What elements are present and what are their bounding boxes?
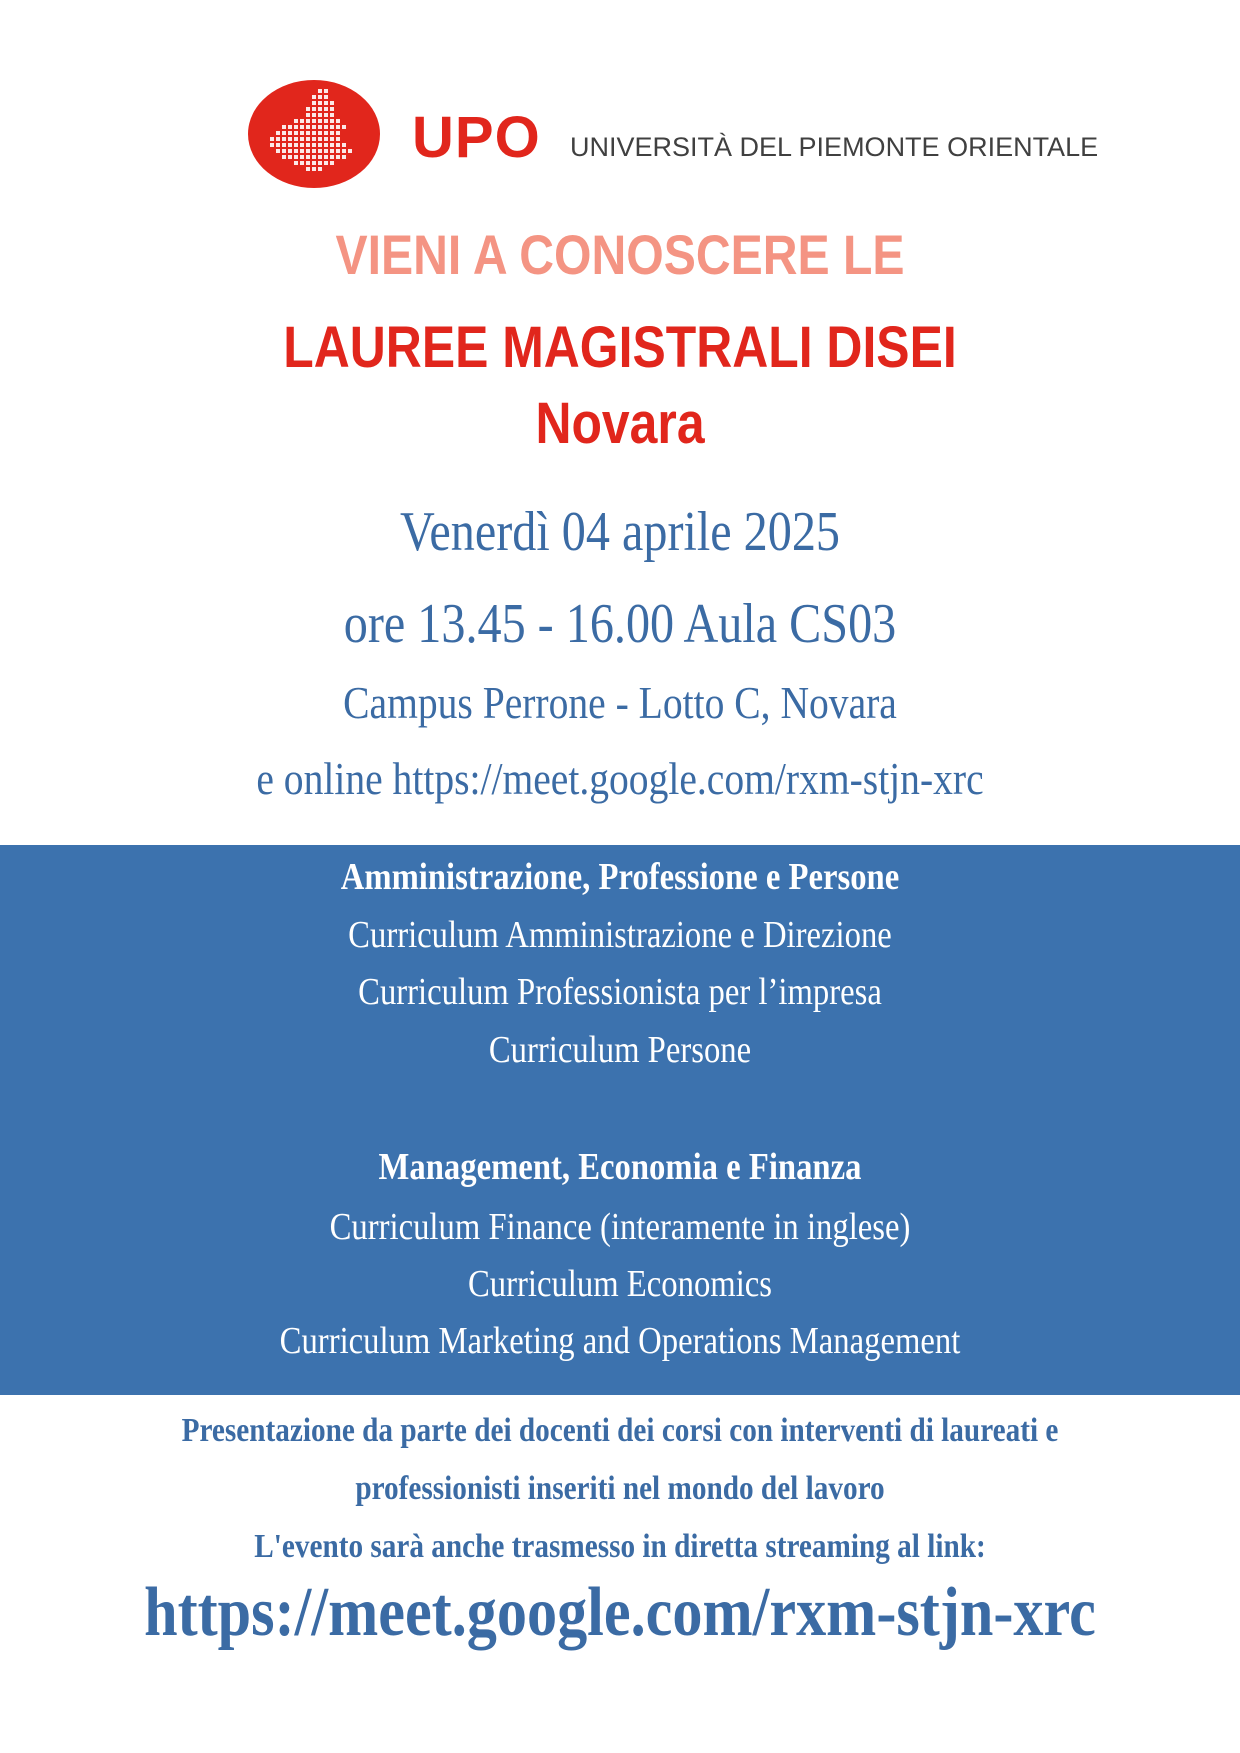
university-name: UNIVERSITÀ DEL PIEMONTE ORIENTALE [570,132,1099,162]
event-date: Venerdì 04 aprile 2025 [399,501,840,563]
programs-band [0,845,1240,1395]
curriculum-item: Curriculum Amministrazione e Direzione [348,914,892,956]
curriculum-item: Curriculum Economics [467,1263,773,1305]
headline-title: LAUREE MAGISTRALI DISEI [283,315,957,380]
headline-city: Novara [535,391,705,456]
streaming-link[interactable]: https://meet.google.com/rxm-stjn-xrc [144,1574,1096,1651]
event-location: Campus Perrone - Lotto C, Novara [343,677,897,728]
piemonte-map-icon [246,79,382,189]
curriculum-item: Curriculum Persone [488,1029,752,1071]
curriculum-item: Curriculum Marketing and Operations Management [279,1320,961,1362]
footer-presentation: Presentazione da parte dei docenti dei corsi con interventi di laureati e [181,1412,1059,1449]
university-logo [246,79,1099,189]
headline-intro: VIENI A CONOSCERE LE [335,223,905,286]
event-online-link[interactable]: e online https://meet.google.com/rxm-stjn-xrc [256,753,984,804]
program-title: Management, Economia e Finanza [378,1146,862,1188]
footer-streaming-note: L'evento sarà anche trasmesso in diretta streaming al link: [254,1528,986,1565]
event-time-room: ore 13.45 - 16.00 Aula CS03 [343,593,897,655]
logo-acronym: UPO [412,105,541,170]
footer-presentation-cont: professionisti inseriti nel mondo del lavoro [355,1470,885,1507]
program-title: Amministrazione, Professione e Persone [340,856,900,898]
curriculum-item: Curriculum Finance (interamente in inglese) [329,1206,911,1248]
curriculum-item: Curriculum Professionista per l’impresa [358,971,882,1013]
